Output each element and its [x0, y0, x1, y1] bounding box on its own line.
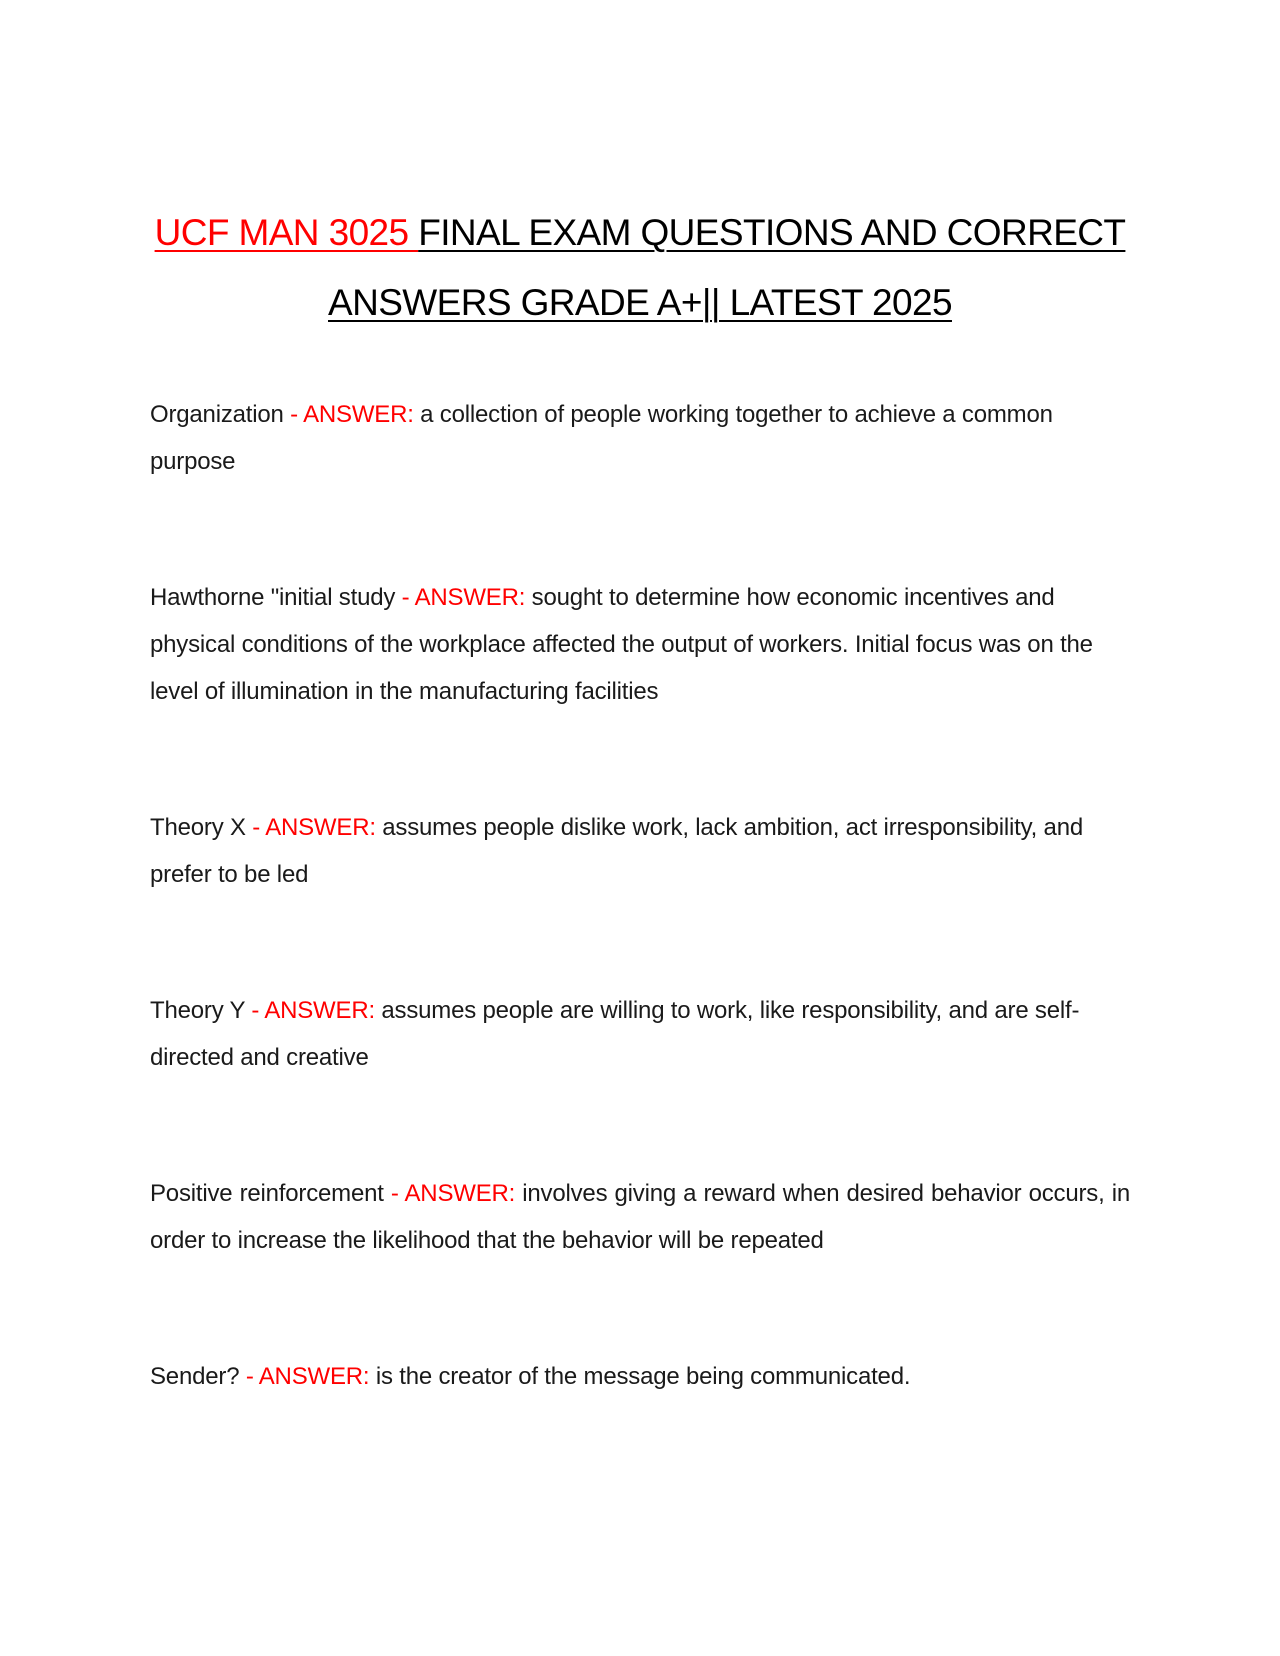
- document-title: [150, 198, 1130, 338]
- title-heading-part-2: ANSWERS GRADE A+|| LATEST 2025: [328, 282, 952, 323]
- entry-definition: a collection of people working together to achieve a common purpose: [150, 401, 1053, 475]
- entry-term: Theory X: [150, 814, 253, 841]
- answer-label: ANSWER:: [303, 401, 414, 428]
- entry-term: Positive reinforcement: [150, 1180, 391, 1207]
- qa-entry-hawthorne: [150, 574, 1130, 715]
- entry-definition: assumes people are willing to work, like responsibility, and are self-directed and creative: [150, 997, 1080, 1071]
- qa-entry-organization: [150, 391, 1130, 485]
- entry-definition: involves giving a reward when desired behavior occurs, in order to increase the likelihood that the behavior will be repeated: [150, 1180, 1130, 1254]
- answer-label: ANSWER:: [414, 584, 526, 611]
- entry-separator: -: [251, 997, 265, 1024]
- entry-separator: -: [390, 1180, 405, 1207]
- entry-term: Organization: [150, 401, 291, 428]
- entry-separator: -: [290, 401, 304, 428]
- qa-entry-theory-x: [150, 804, 1130, 898]
- entry-separator: -: [245, 1363, 259, 1390]
- qa-entry-theory-y: [150, 987, 1130, 1081]
- qa-entry-positive-reinforcement: [150, 1170, 1130, 1264]
- entry-definition: sought to determine how economic incentives and physical conditions of the workplace affected the output of workers. Initial focus was on the level of illumination in the manufacturing facilities: [150, 584, 1093, 705]
- title-course-code: UCF MAN 3025: [154, 212, 419, 253]
- entry-separator: -: [252, 814, 266, 841]
- answer-label: ANSWER:: [404, 1180, 516, 1207]
- entry-definition: assumes people dislike work, lack ambition, act irresponsibility, and prefer to be led: [150, 814, 1084, 888]
- entry-term: Sender?: [150, 1363, 246, 1390]
- entry-term: Theory Y: [150, 997, 252, 1024]
- entry-term: Hawthorne "initial study: [150, 584, 402, 611]
- entry-separator: -: [401, 584, 415, 611]
- title-heading-part-1: FINAL EXAM QUESTIONS AND CORRECT: [418, 212, 1126, 253]
- title-line-2: [150, 268, 1130, 338]
- qa-entry-sender: [150, 1353, 1130, 1400]
- answer-label: ANSWER:: [258, 1363, 370, 1390]
- answer-label: ANSWER:: [264, 997, 375, 1024]
- answer-label: ANSWER:: [265, 814, 376, 841]
- title-line-1: [150, 198, 1130, 268]
- entry-definition: is the creator of the message being communicated.: [369, 1363, 911, 1390]
